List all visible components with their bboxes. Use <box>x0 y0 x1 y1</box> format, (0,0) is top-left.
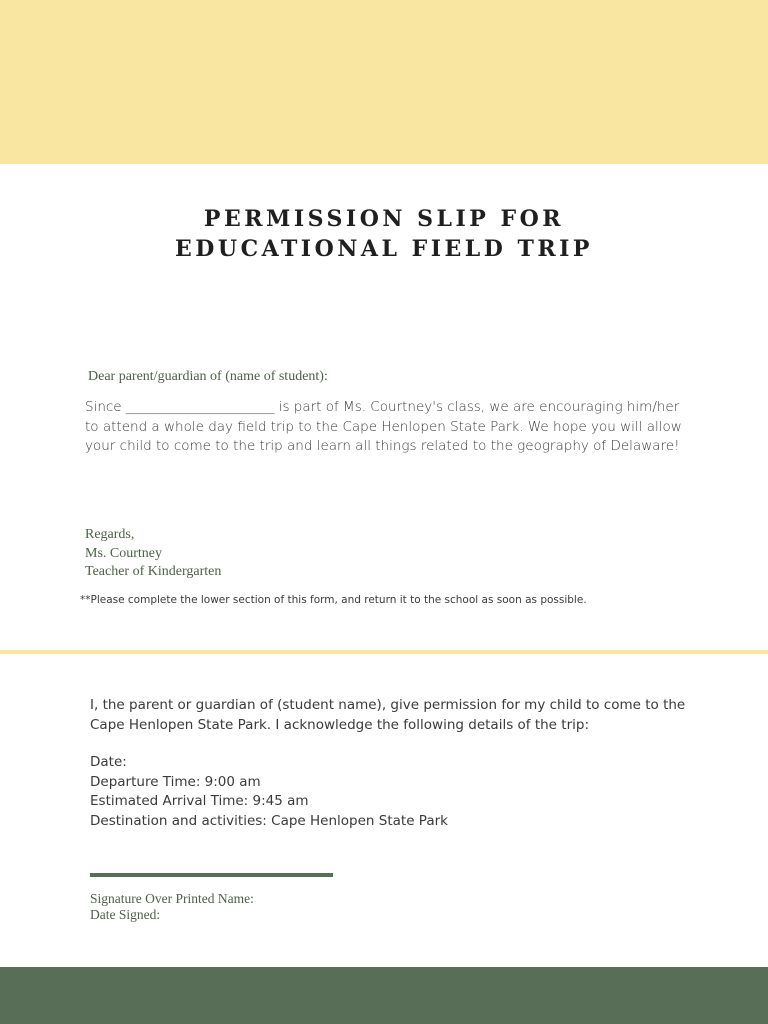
letter-body: Since ______________________ is part of Ms. Courtney's class, we are encouraging him/her to attend a whole day field trip to the Cape Henlopen State Park. We hope you will allow your child to come to the trip and learn all things related to the geography of Delaware! <box>85 399 682 454</box>
footer-band <box>0 967 768 1024</box>
trip-departure: Departure Time: 9:00 am <box>90 773 261 790</box>
section-divider <box>0 650 768 654</box>
trip-date: Date: <box>90 754 127 770</box>
signature-line <box>90 873 333 877</box>
signature-label: Signature Over Printed Name: <box>90 891 254 906</box>
closing-text: Regards, <box>85 527 135 542</box>
date-signed-label: Date Signed: <box>90 907 161 922</box>
consent-statement: I, the parent or guardian of (student name), give permission for my child to come to the Cape Henlopen State Park. I acknowledge the following details of the trip: <box>90 697 686 733</box>
header-band <box>0 0 768 164</box>
page-title <box>0 204 768 264</box>
sender-name: Ms. Courtney <box>85 545 162 561</box>
trip-destination: Destination and activities: Cape Henlopen State Park <box>90 812 448 829</box>
trip-details <box>90 753 448 831</box>
letter-greeting: Dear parent/guardian of (name of student): <box>88 369 328 384</box>
signature-block <box>90 891 254 923</box>
return-note: **Please complete the lower section of this form, and return it to the school as soon as possible. <box>80 594 587 606</box>
trip-arrival: Estimated Arrival Time: 9:45 am <box>90 793 309 809</box>
letter-signoff <box>85 526 221 582</box>
title-line-2: EDUCATIONAL FIELD TRIP <box>175 236 593 262</box>
title-line-1: PERMISSION SLIP FOR <box>203 206 565 232</box>
sender-title: Teacher of Kindergarten <box>85 564 222 579</box>
